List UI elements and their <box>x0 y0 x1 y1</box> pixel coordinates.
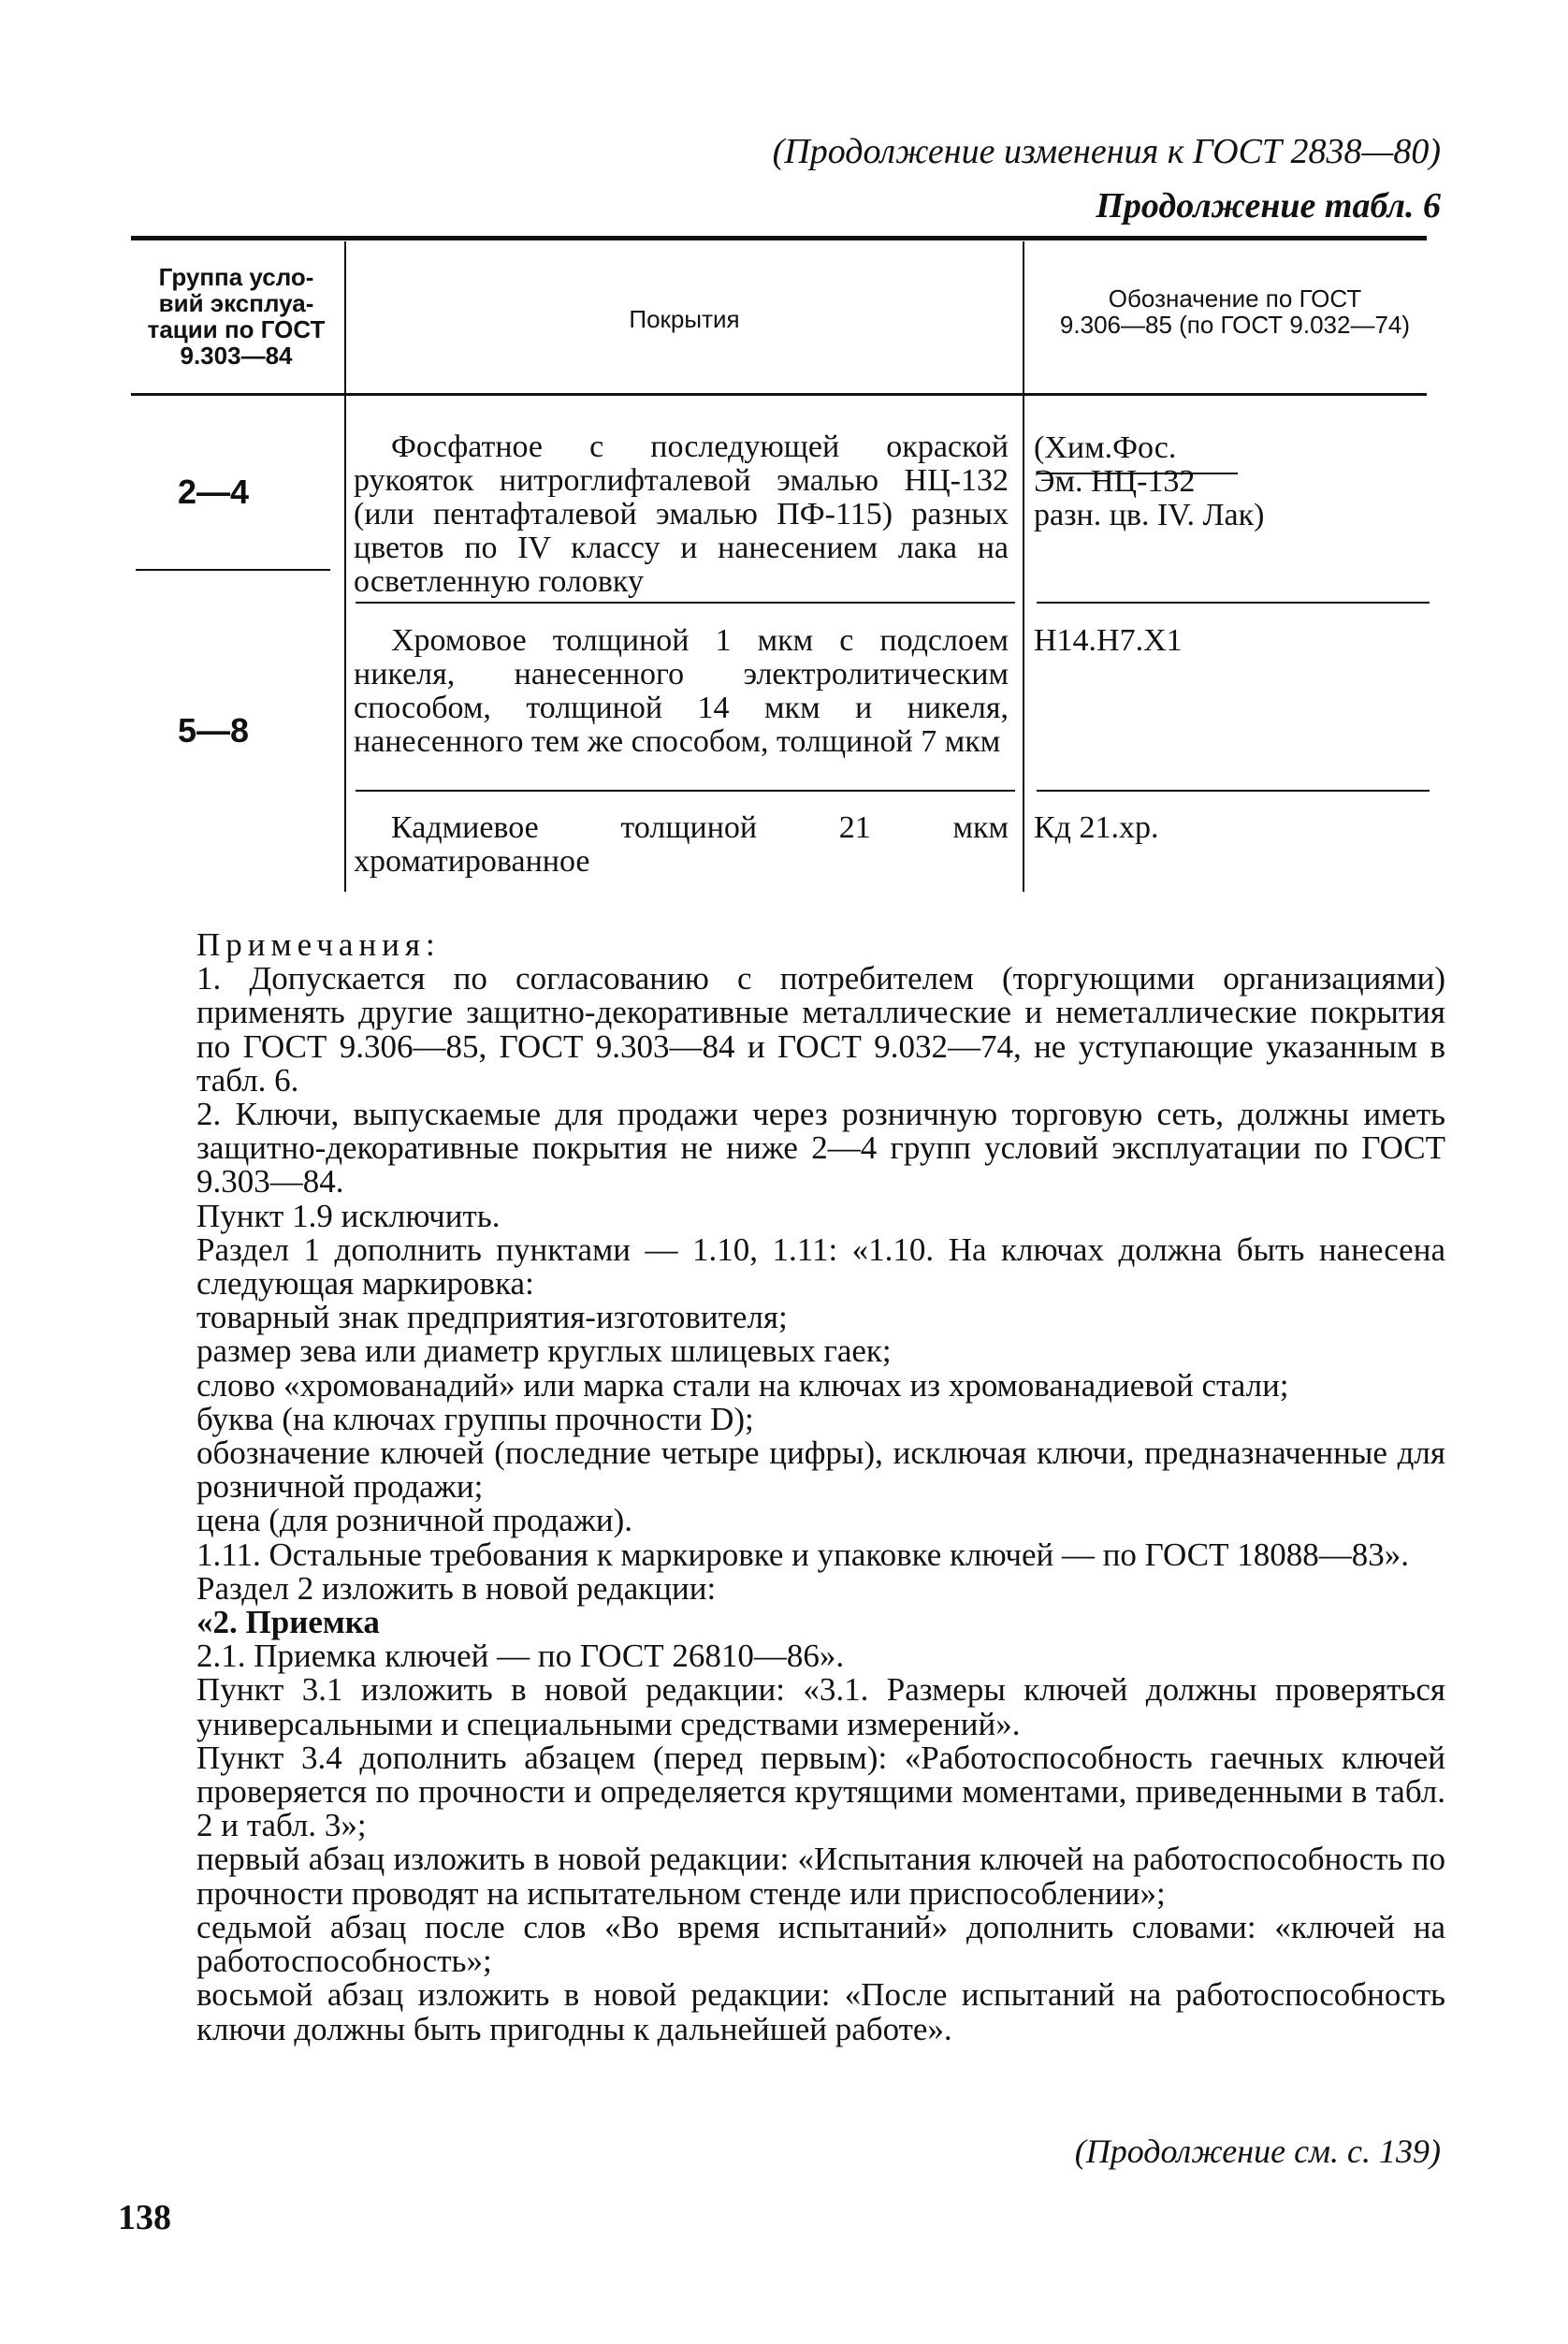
coating-row2: Хромовое толщиной 1 мкм с подслоем никеля, нанесенного электролитическим способом, толщиной 14 мкм и никеля, нанесенного тем же способом, толщиной 7 мкм <box>354 623 1009 759</box>
marking-item: обозначение ключей (последние четыре цифры), исключая ключи, предназначенные для розничной продажи; <box>196 1434 1445 1506</box>
continuation-note: (Продолжение см. с. 139) <box>1074 2133 1441 2170</box>
paragraph: 2.1. Приемка ключей — по ГОСТ 26810—86». <box>196 1638 845 1675</box>
group-value-row1: 2—4 <box>178 473 250 511</box>
coating-row1: Фосфатное с последующей окраской рукояток нитроглифталевой эмалью НЦ-132 (или пентафталевой эмалью ПФ-115) разных цветов по IV классу и нанесением лака на осветленную головку <box>354 429 1009 599</box>
paragraph: седьмой абзац после слов «Во время испытаний» дополнить словами: «ключей на работоспособность»; <box>196 1908 1445 1980</box>
coating-row3: Кадмиевое толщиной 21 мкм хроматированное <box>354 810 1009 879</box>
row-divider-2-right <box>1037 790 1430 792</box>
marking-item: товарный знак предприятия-изготовителя; <box>196 1299 788 1336</box>
paragraph: Пункт 1.9 исключить. <box>196 1197 501 1234</box>
page-number: 138 <box>118 2198 171 2237</box>
column-header-group: Группа усло- вий эксплуа- тации по ГОСТ 9.303—84 <box>147 263 326 370</box>
column-header-coating: Покрытия <box>629 305 740 333</box>
designation-row3: Кд 21.хр. <box>1034 810 1159 845</box>
row-divider-1-right <box>1037 602 1430 604</box>
paragraph: Пункт 3.1 изложить в новой редакции: «3.1. Размеры ключей должны проверяться универсальными и специальными средствами измерений». <box>196 1671 1445 1742</box>
column-header-designation: Обозначение по ГОСТ 9.306—85 (по ГОСТ 9.032—74) <box>1059 284 1411 339</box>
marking-item: цена (для розничной продажи). <box>196 1502 633 1539</box>
note-2: 2. Ключи, выпускаемые для продажи через розничную торговую сеть, должны иметь защитно-декоративные покрытия не ниже 2—4 групп условий эксплуатации по ГОСТ 9.303—84. <box>196 1096 1445 1201</box>
paragraph: восьмой абзац изложить в новой редакции: «После испытаний на работоспособность ключи должны быть пригодны к дальнейшей работе». <box>196 1976 1445 2047</box>
group-value-row2: 5—8 <box>178 711 250 750</box>
designation-row1: (Хим.Фос. Эм. НЦ-132 разн. цв. IV. Лак) <box>1034 430 1265 532</box>
row-divider-1 <box>356 602 1015 604</box>
section-heading: «2. Приемка <box>196 1604 380 1641</box>
continuation-title: (Продолжение изменения к ГОСТ 2838—80) <box>772 132 1441 171</box>
table-continuation-label: Продолжение табл. 6 <box>1096 186 1441 226</box>
notes-heading: Примечания: <box>196 926 441 963</box>
note-1: 1. Допускается по согласованию с потребителем (торгующими организациями) применять другие защитно-декоративные металлические и неметаллические покрытия по ГОСТ 9.306—85, ГОСТ 9.303—84 и ГОСТ 9.032—74, не уступающие указанным в табл. 6. <box>196 960 1445 1099</box>
paragraph: Раздел 2 изложить в новой редакции: <box>196 1569 717 1607</box>
marking-item: буква (на ключах группы прочности D); <box>196 1400 754 1437</box>
group-divider <box>136 569 330 571</box>
table-header-rule <box>131 393 1427 396</box>
paragraph: Пункт 3.4 дополнить абзацем (перед первым): «Работоспособность гаечных ключей проверяется по прочности и определяется крутящими моментами, приведенными в табл. 2 и табл. 3»; <box>196 1739 1445 1844</box>
paragraph: 1.11. Остальные требования к маркировке и упаковке ключей — по ГОСТ 18088—83». <box>196 1536 1409 1573</box>
paragraph: первый абзац изложить в новой редакции: «Испытания ключей на работоспособность по прочности проводят на испытательном стенде или приспособлении»; <box>196 1841 1445 1912</box>
table-top-rule <box>131 236 1427 240</box>
designation-row2: Н14.Н7.Х1 <box>1034 623 1183 658</box>
row-divider-2 <box>356 790 1015 792</box>
table-column-divider-1 <box>344 241 346 892</box>
table-column-divider-2 <box>1023 241 1024 892</box>
body-text <box>196 928 1445 2046</box>
marking-item: слово «хромованадий» или марка стали на ключах из хромованадиевой стали; <box>196 1366 1289 1404</box>
paragraph: Раздел 1 дополнить пунктами — 1.10, 1.11: «1.10. На ключах должна быть нанесена следующая маркировка: <box>196 1230 1445 1303</box>
marking-item: размер зева или диаметр круглых шлицевых гаек; <box>196 1332 892 1370</box>
